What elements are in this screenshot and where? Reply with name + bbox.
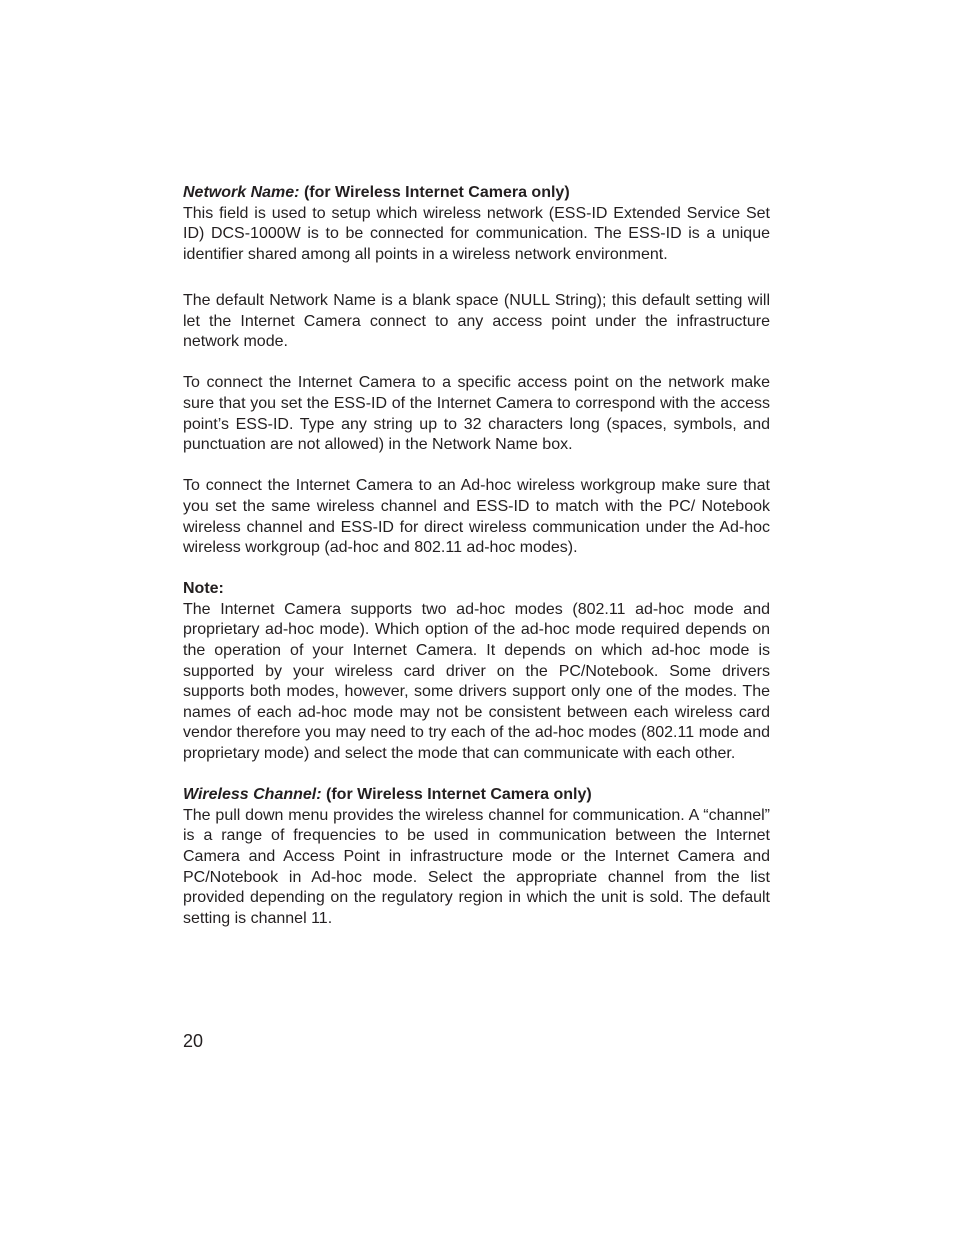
network-name-paragraph-2: The default Network Name is a blank space (NULL String); this default setting will let the Internet Camera connect to any access point under the infrastructure network mode.	[183, 291, 770, 351]
wireless-channel-heading-qualifier: (for Wireless Internet Camera only)	[326, 786, 592, 804]
network-name-paragraph-4: To connect the Internet Camera to an Ad-hoc wireless workgroup make sure that you set the same wireless channel and ESS-ID to match with the PC/ Notebook wireless channel and ESS-ID for direct wireless communication under the Ad-hoc wireless workgroup (ad-hoc and 802.11 ad-hoc modes).	[183, 477, 770, 557]
network-name-paragraph-1: This field is used to setup which wireless network (ESS-ID Extended Service Set ID) DCS-1000W is to be connected for communication. The ESS-ID is a unique identifier shared among all points in a wireless network environment.	[183, 204, 770, 263]
network-name-heading-label: Network Name:	[183, 184, 300, 201]
document-body	[183, 183, 770, 929]
note-paragraph: The Internet Camera supports two ad-hoc modes (802.11 ad-hoc mode and proprietary ad-hoc mode). Which option of the ad-hoc mode required depends on the operation of your Internet Camera. It depends on which ad-hoc mode is supported by your wireless card driver on the PC/Notebook. Some drivers supports both modes, however, some drivers support only one of the modes. The names of each ad-hoc mode may not be consistent between each wireless card vendor therefore you may need to try each of the ad-hoc modes (802.11 mode and proprietary mode) and select the mode that can communicate with each other.	[183, 600, 770, 763]
note-section	[183, 579, 770, 764]
wireless-channel-paragraph: The pull down menu provides the wireless channel for communication. A “channel” is a range of frequencies to be used in communication between the Internet Camera and Access Point in infrastructure mode or the Internet Camera and PC/Notebook in Ad-hoc mode. Select the appropriate channel from the list provided depending on the regulatory region in which the unit is sold. The default setting is channel 11.	[183, 806, 770, 927]
network-name-heading-qualifier: (for Wireless Internet Camera only)	[303, 184, 570, 201]
wireless-channel-section	[183, 785, 770, 929]
network-name-section	[183, 183, 770, 559]
network-name-heading	[183, 183, 770, 204]
wireless-channel-heading	[183, 785, 770, 806]
wireless-channel-heading-label: Wireless Channel:	[183, 786, 322, 804]
network-name-paragraph-3: To connect the Internet Camera to a specific access point on the network make sure that you set the ESS-ID of the Internet Camera to correspond with the access point’s ESS-ID. Type any string up to 32 characters long (spaces, symbols, and punctuation are not allowed) in the Network Name box.	[183, 374, 770, 454]
page-number: 20	[183, 1031, 204, 1051]
note-heading: Note:	[183, 580, 224, 598]
